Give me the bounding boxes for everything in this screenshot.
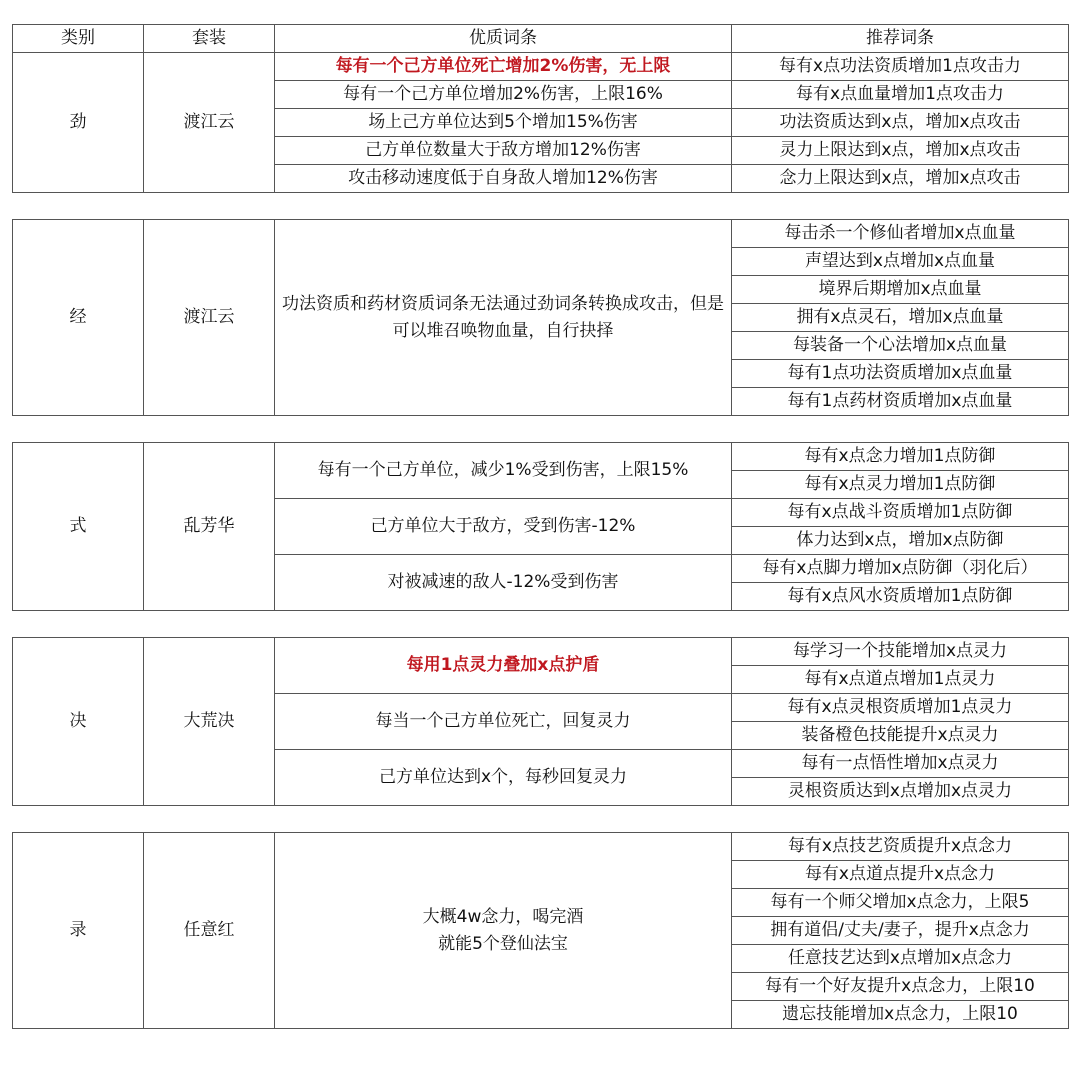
category-cell: 经 [13,220,144,416]
section-spacer [12,193,1068,219]
recommend-cell: 每有一点悟性增加x点灵力 [732,750,1069,778]
quality-cell: 每有一个己方单位，减少1%受到伤害，上限15% [275,443,732,499]
recommend-cell: 每有1点功法资质增加x点血量 [732,360,1069,388]
quality-cell: 功法资质和药材资质词条无法通过劲词条转换成攻击，但是可以堆召唤物血量，自行抉择 [275,220,732,416]
set-cell: 大荒决 [144,638,275,806]
header-row [13,25,1069,53]
recommend-cell: 功法资质达到x点，增加x点攻击 [732,109,1069,137]
recommend-cell: 每装备一个心法增加x点血量 [732,332,1069,360]
table-row [13,53,1069,81]
quality-cell: 己方单位数量大于敌方增加12%伤害 [275,137,732,165]
recommend-cell: 每有x点血量增加1点攻击力 [732,81,1069,109]
table-lu [12,832,1069,1029]
header-recommend: 推荐词条 [732,25,1069,53]
table-row [13,638,1069,666]
table-jue [12,637,1069,806]
recommend-cell: 每有x点念力增加1点防御 [732,443,1069,471]
quality-cell: 每有一个己方单位增加2%伤害，上限16% [275,81,732,109]
table-shi [12,442,1069,611]
category-cell: 劲 [13,53,144,193]
set-cell: 渡江云 [144,53,275,193]
quality-line: 就能5个登仙法宝 [438,933,568,954]
header-category: 类别 [13,25,144,53]
recommend-cell: 任意技艺达到x点增加x点念力 [732,945,1069,973]
recommend-cell: 每有一个师父增加x点念力，上限5 [732,889,1069,917]
set-cell: 乱芳华 [144,443,275,611]
quality-cell [275,833,732,1029]
recommend-cell: 每学习一个技能增加x点灵力 [732,638,1069,666]
table-jing [12,219,1069,416]
recommend-cell: 每有x点技艺资质提升x点念力 [732,833,1069,861]
category-cell: 决 [13,638,144,806]
recommend-cell: 装备橙色技能提升x点灵力 [732,722,1069,750]
recommend-cell: 境界后期增加x点血量 [732,276,1069,304]
quality-cell-highlight: 每有一个己方单位死亡增加2%伤害，无上限 [275,53,732,81]
recommend-cell: 遗忘技能增加x点念力，上限10 [732,1001,1069,1029]
recommend-cell: 每有x点灵力增加1点防御 [732,471,1069,499]
recommend-cell: 每有1点药材资质增加x点血量 [732,388,1069,416]
section-spacer [12,611,1068,637]
recommend-cell: 体力达到x点，增加x点防御 [732,527,1069,555]
recommend-cell: 每有x点灵根资质增加1点灵力 [732,694,1069,722]
quality-cell: 每当一个己方单位死亡，回复灵力 [275,694,732,750]
recommend-cell: 拥有x点灵石，增加x点血量 [732,304,1069,332]
quality-line: 大概4w念力，喝完酒 [422,906,584,927]
recommend-cell: 每有x点风水资质增加1点防御 [732,583,1069,611]
quality-cell-highlight: 每用1点灵力叠加x点护盾 [275,638,732,694]
section-spacer [12,806,1068,832]
table-row [13,833,1069,861]
header-quality: 优质词条 [275,25,732,53]
set-cell: 渡江云 [144,220,275,416]
quality-cell: 己方单位达到x个，每秒回复灵力 [275,750,732,806]
recommend-cell: 拥有道侣/丈夫/妻子，提升x点念力 [732,917,1069,945]
recommend-cell: 灵力上限达到x点，增加x点攻击 [732,137,1069,165]
table-row [13,443,1069,471]
category-cell: 录 [13,833,144,1029]
header-set: 套装 [144,25,275,53]
section-spacer [12,416,1068,442]
recommend-cell: 灵根资质达到x点增加x点灵力 [732,778,1069,806]
recommend-cell: 每有x点脚力增加x点防御（羽化后） [732,555,1069,583]
category-cell: 式 [13,443,144,611]
recommend-cell: 每有x点道点增加1点灵力 [732,666,1069,694]
table-jin [12,24,1069,193]
recommend-cell: 念力上限达到x点，增加x点攻击 [732,165,1069,193]
recommend-cell: 每击杀一个修仙者增加x点血量 [732,220,1069,248]
recommend-cell: 每有一个好友提升x点念力，上限10 [732,973,1069,1001]
quality-cell: 对被减速的敌人-12%受到伤害 [275,555,732,611]
recommend-cell: 每有x点道点提升x点念力 [732,861,1069,889]
recommendation-sheet [12,24,1068,1029]
quality-cell: 攻击移动速度低于自身敌人增加12%伤害 [275,165,732,193]
quality-cell: 己方单位大于敌方，受到伤害-12% [275,499,732,555]
recommend-cell: 声望达到x点增加x点血量 [732,248,1069,276]
recommend-cell: 每有x点功法资质增加1点攻击力 [732,53,1069,81]
quality-cell: 场上己方单位达到5个增加15%伤害 [275,109,732,137]
table-row [13,220,1069,248]
set-cell: 任意红 [144,833,275,1029]
recommend-cell: 每有x点战斗资质增加1点防御 [732,499,1069,527]
